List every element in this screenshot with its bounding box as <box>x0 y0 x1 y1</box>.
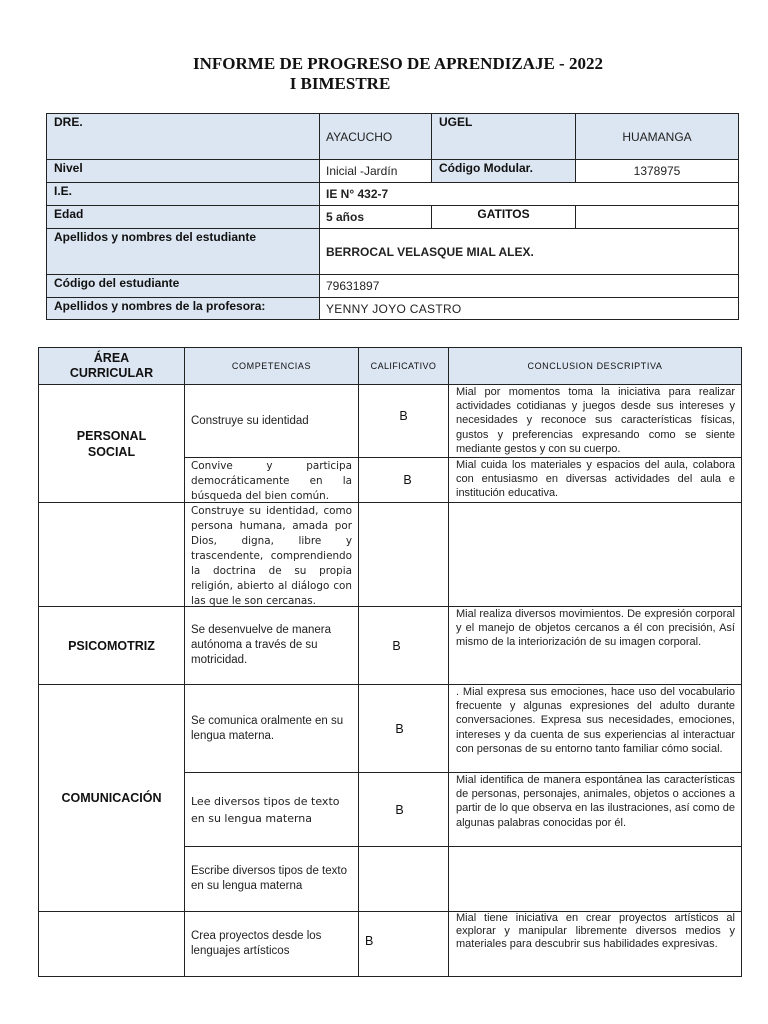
dre-value: AYACUCHO <box>320 114 432 160</box>
calificativo-cell <box>359 503 449 607</box>
conclusion-cell: Mial tiene iniciativa en crear proyectos artísticos al explorar y manipular libremente diversos medios y materiales para descubrir sus habilidades expresivas. <box>456 912 735 950</box>
calificativo-cell: B <box>359 385 449 458</box>
codigo-modular-value: 1378975 <box>576 160 738 183</box>
codigo-modular-label: Código Modular. <box>432 160 576 183</box>
competencia-cell: Se desenvuelve de manera autónoma a través de su motricidad. <box>185 607 359 685</box>
codigo-estudiante-value: 79631897 <box>320 275 738 298</box>
ie-value: IE N° 432-7 <box>320 183 738 206</box>
header-area: ÁREA CURRICULAR <box>39 348 185 385</box>
calificativo-cell: B <box>359 912 449 976</box>
aula-label: GATITOS <box>432 206 576 229</box>
competencia-cell: Construye su identidad <box>185 385 359 458</box>
competencia-cell: Crea proyectos desde los lenguajes artísticos <box>185 912 359 976</box>
conclusion-cell: Mial identifica de manera espontánea las características de personas, personajes, animales, objetos o acciones a partir de lo que observa en las ilustraciones, así como de algunas palabras conocidas por él. <box>449 773 741 847</box>
calificativo-cell: B <box>359 685 449 773</box>
ugel-label: UGEL <box>432 114 576 160</box>
nivel-label: Nivel <box>47 160 320 183</box>
dre-label: DRE. <box>47 114 320 160</box>
header-competencias: COMPETENCIAS <box>185 348 359 385</box>
ugel-value: HUAMANGA <box>576 114 738 160</box>
estudiante-label: Apellidos y nombres del estudiante <box>47 229 320 275</box>
report-title: INFORME DE PROGRESO DE APRENDIZAJE - 2022 <box>193 54 603 73</box>
conclusion-cell: Mial cuida los materiales y espacios del aula, colabora con entusiasmo en diversas actividades del aula e institución educativa. <box>449 458 741 503</box>
area-psicomotriz: PSICOMOTRIZ <box>39 607 185 685</box>
profesora-value: YENNY JOYO CASTRO <box>326 301 462 316</box>
calificativo-cell <box>359 847 449 912</box>
calificativo-cell: B <box>359 458 449 503</box>
area-empty-cell <box>39 503 185 607</box>
conclusion-cell <box>449 847 741 912</box>
evaluation-table <box>38 347 742 977</box>
student-info-table <box>46 113 739 320</box>
codigo-estudiante-label: Código del estudiante <box>47 275 320 298</box>
estudiante-value: BERROCAL VELASQUE MIAL ALEX. <box>320 229 738 275</box>
conclusion-cell: Mial por momentos toma la iniciativa para realizar actividades cotidianas y juegos desde sus intereses y necesidades y reconoce sus características físicas, gustos y preferencias expresando como se siente mediante gestos y con su cuerpo. <box>449 385 741 458</box>
nivel-value: Inicial -Jardín <box>320 160 432 183</box>
area-personal-social: PERSONAL SOCIAL <box>39 385 185 503</box>
edad-value: 5 años <box>320 206 432 229</box>
competencia-cell: Escribe diversos tipos de texto en su lengua materna <box>185 847 359 912</box>
calificativo-cell: B <box>359 773 449 847</box>
area-comunicacion: COMUNICACIÓN <box>39 685 185 912</box>
competencia-cell: Se comunica oralmente en su lengua materna. <box>185 685 359 773</box>
header-calificativo: CALIFICATIVO <box>359 348 449 385</box>
profesora-label: Apellidos y nombres de la profesora: <box>47 298 320 319</box>
area-empty-cell <box>39 912 185 976</box>
calificativo-cell: B <box>359 607 449 685</box>
conclusion-cell: . Mial expresa sus emociones, hace uso del vocabulario frecuente y algunas expresiones del adulto durante conversaciones. Expresa sus necesidades, emociones, intereses y da cuenta de sus experiencias al interactuar con personas de su entorno tanto familiar cómo social. <box>449 685 741 773</box>
conclusion-cell <box>449 503 741 607</box>
aula-value <box>576 206 738 229</box>
ie-label: I.E. <box>47 183 320 206</box>
conclusion-cell: Mial realiza diversos movimientos. De expresión corporal y el manejo de objetos cercanos a él con precisión, Así mismo de la interiorización de su imagen corporal. <box>449 607 741 685</box>
competencia-cell: Lee diversos tipos de texto en su lengua materna <box>185 773 359 847</box>
report-period: I BIMESTRE <box>289 74 391 93</box>
competencia-cell: Construye su identidad, como persona humana, amada por Dios, digna, libre y trascendente, comprendiendo la doctrina de su propia religión, abierto al diálogo con las que le son cercanas. <box>185 503 359 607</box>
edad-label: Edad <box>47 206 320 229</box>
header-conclusion: CONCLUSION DESCRIPTIVA <box>449 348 741 385</box>
competencia-cell: Convive y participa democráticamente en la búsqueda del bien común. <box>185 458 359 503</box>
